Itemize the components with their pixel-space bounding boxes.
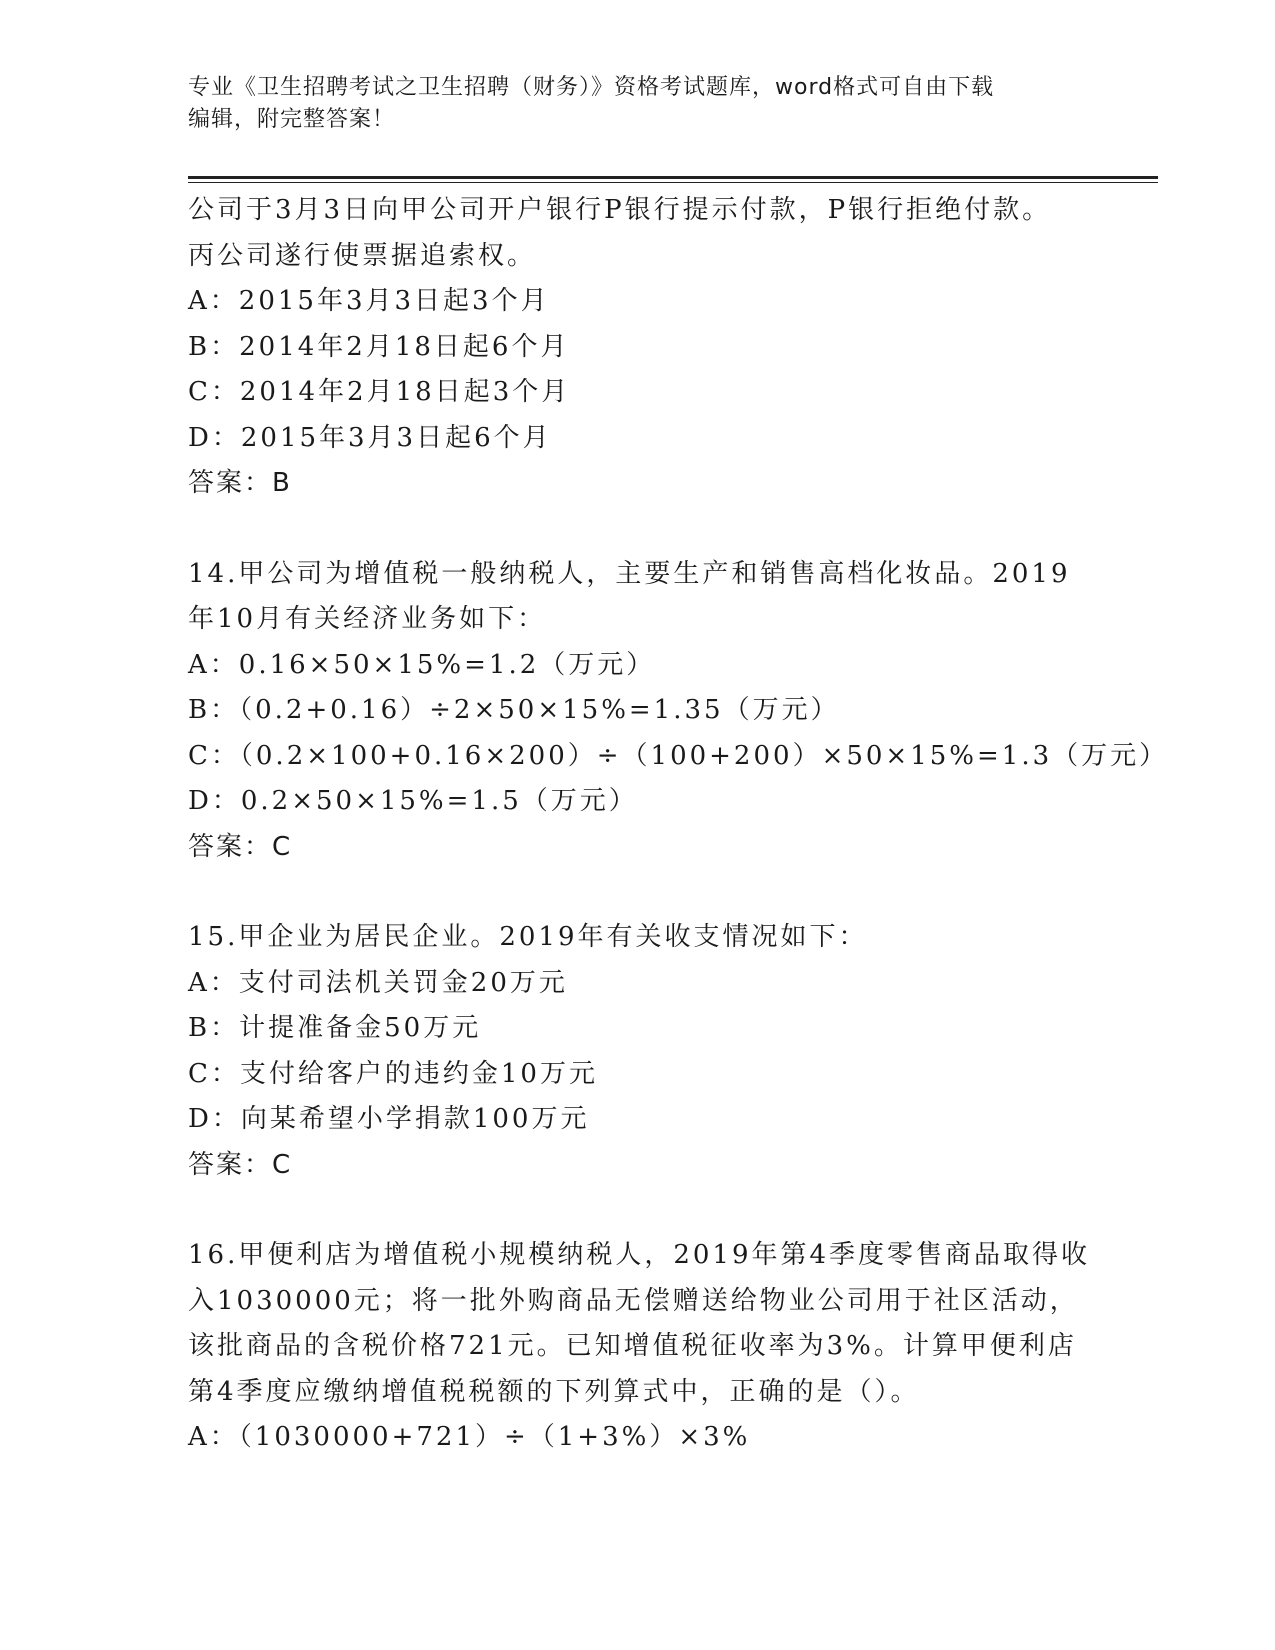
option-b: B：（0.2+0.16）÷2×50×15%=1.35（万元） [188, 695, 840, 725]
option-c: C：2014年2月18日起3个月 [188, 377, 571, 407]
answer: 答案：C [188, 1149, 293, 1180]
answer: 答案：C [188, 831, 293, 862]
header-rule-thin [188, 182, 1158, 183]
question-16 [188, 1233, 1108, 1461]
question-13 [188, 188, 1108, 507]
option-d: D：向某希望小学捐款100万元 [188, 1104, 590, 1134]
header-line-2: 编辑，附完整答案！ [188, 107, 396, 132]
question-14 [188, 552, 1169, 871]
question-text: 14.甲公司为增值税一般纳税人，主要生产和销售高档化妆品。2019 [188, 558, 1071, 589]
question-text: 年10月有关经济业务如下： [188, 604, 547, 634]
question-text: 第4季度应缴纳增值税税额的下列算式中，正确的是（）。 [188, 1376, 920, 1407]
option-d: D：0.2×50×15%=1.5（万元） [188, 786, 638, 816]
option-a: A：0.16×50×15%=1.2（万元） [188, 649, 656, 680]
question-text: 16.甲便利店为增值税小规模纳税人，2019年第4季度零售商品取得收 [188, 1240, 1091, 1270]
option-a: A：支付司法机关罚金20万元 [188, 967, 568, 998]
answer: 答案：B [188, 468, 292, 498]
question-text: 公司于3月3日向甲公司开户银行P银行提示付款，P银行拒绝付款。 [188, 195, 1052, 225]
question-text: 丙公司遂行使票据追索权。 [188, 240, 537, 271]
header-line-1: 专业《卫生招聘考试之卫生招聘（财务）》资格考试题库，word格式可自由下载 [188, 75, 995, 100]
option-c: C：支付给客户的违约金10万元 [188, 1058, 598, 1089]
question-text: 该批商品的含税价格721元。已知增值税征收率为3%。计算甲便利店 [188, 1331, 1077, 1361]
option-b: B：2014年2月18日起6个月 [188, 331, 570, 362]
document-header [188, 72, 1088, 136]
option-a: A：2015年3月3日起3个月 [188, 286, 550, 316]
question-15 [188, 915, 1108, 1188]
option-a: A：（1030000+721）÷（1+3%）×3% [188, 1422, 751, 1452]
question-text: 入1030000元；将一批外购商品无偿赠送给物业公司用于社区活动， [188, 1285, 1079, 1316]
question-text: 15.甲企业为居民企业。2019年有关收支情况如下： [188, 922, 868, 952]
document-body [188, 188, 1169, 1461]
option-b: B：计提准备金50万元 [188, 1013, 482, 1043]
option-d: D：2015年3月3日起6个月 [188, 422, 552, 453]
option-c: C：（0.2×100+0.16×200）÷（100+200）×50×15%=1.3（万元） [188, 740, 1169, 771]
header-rule-thick [188, 176, 1158, 179]
